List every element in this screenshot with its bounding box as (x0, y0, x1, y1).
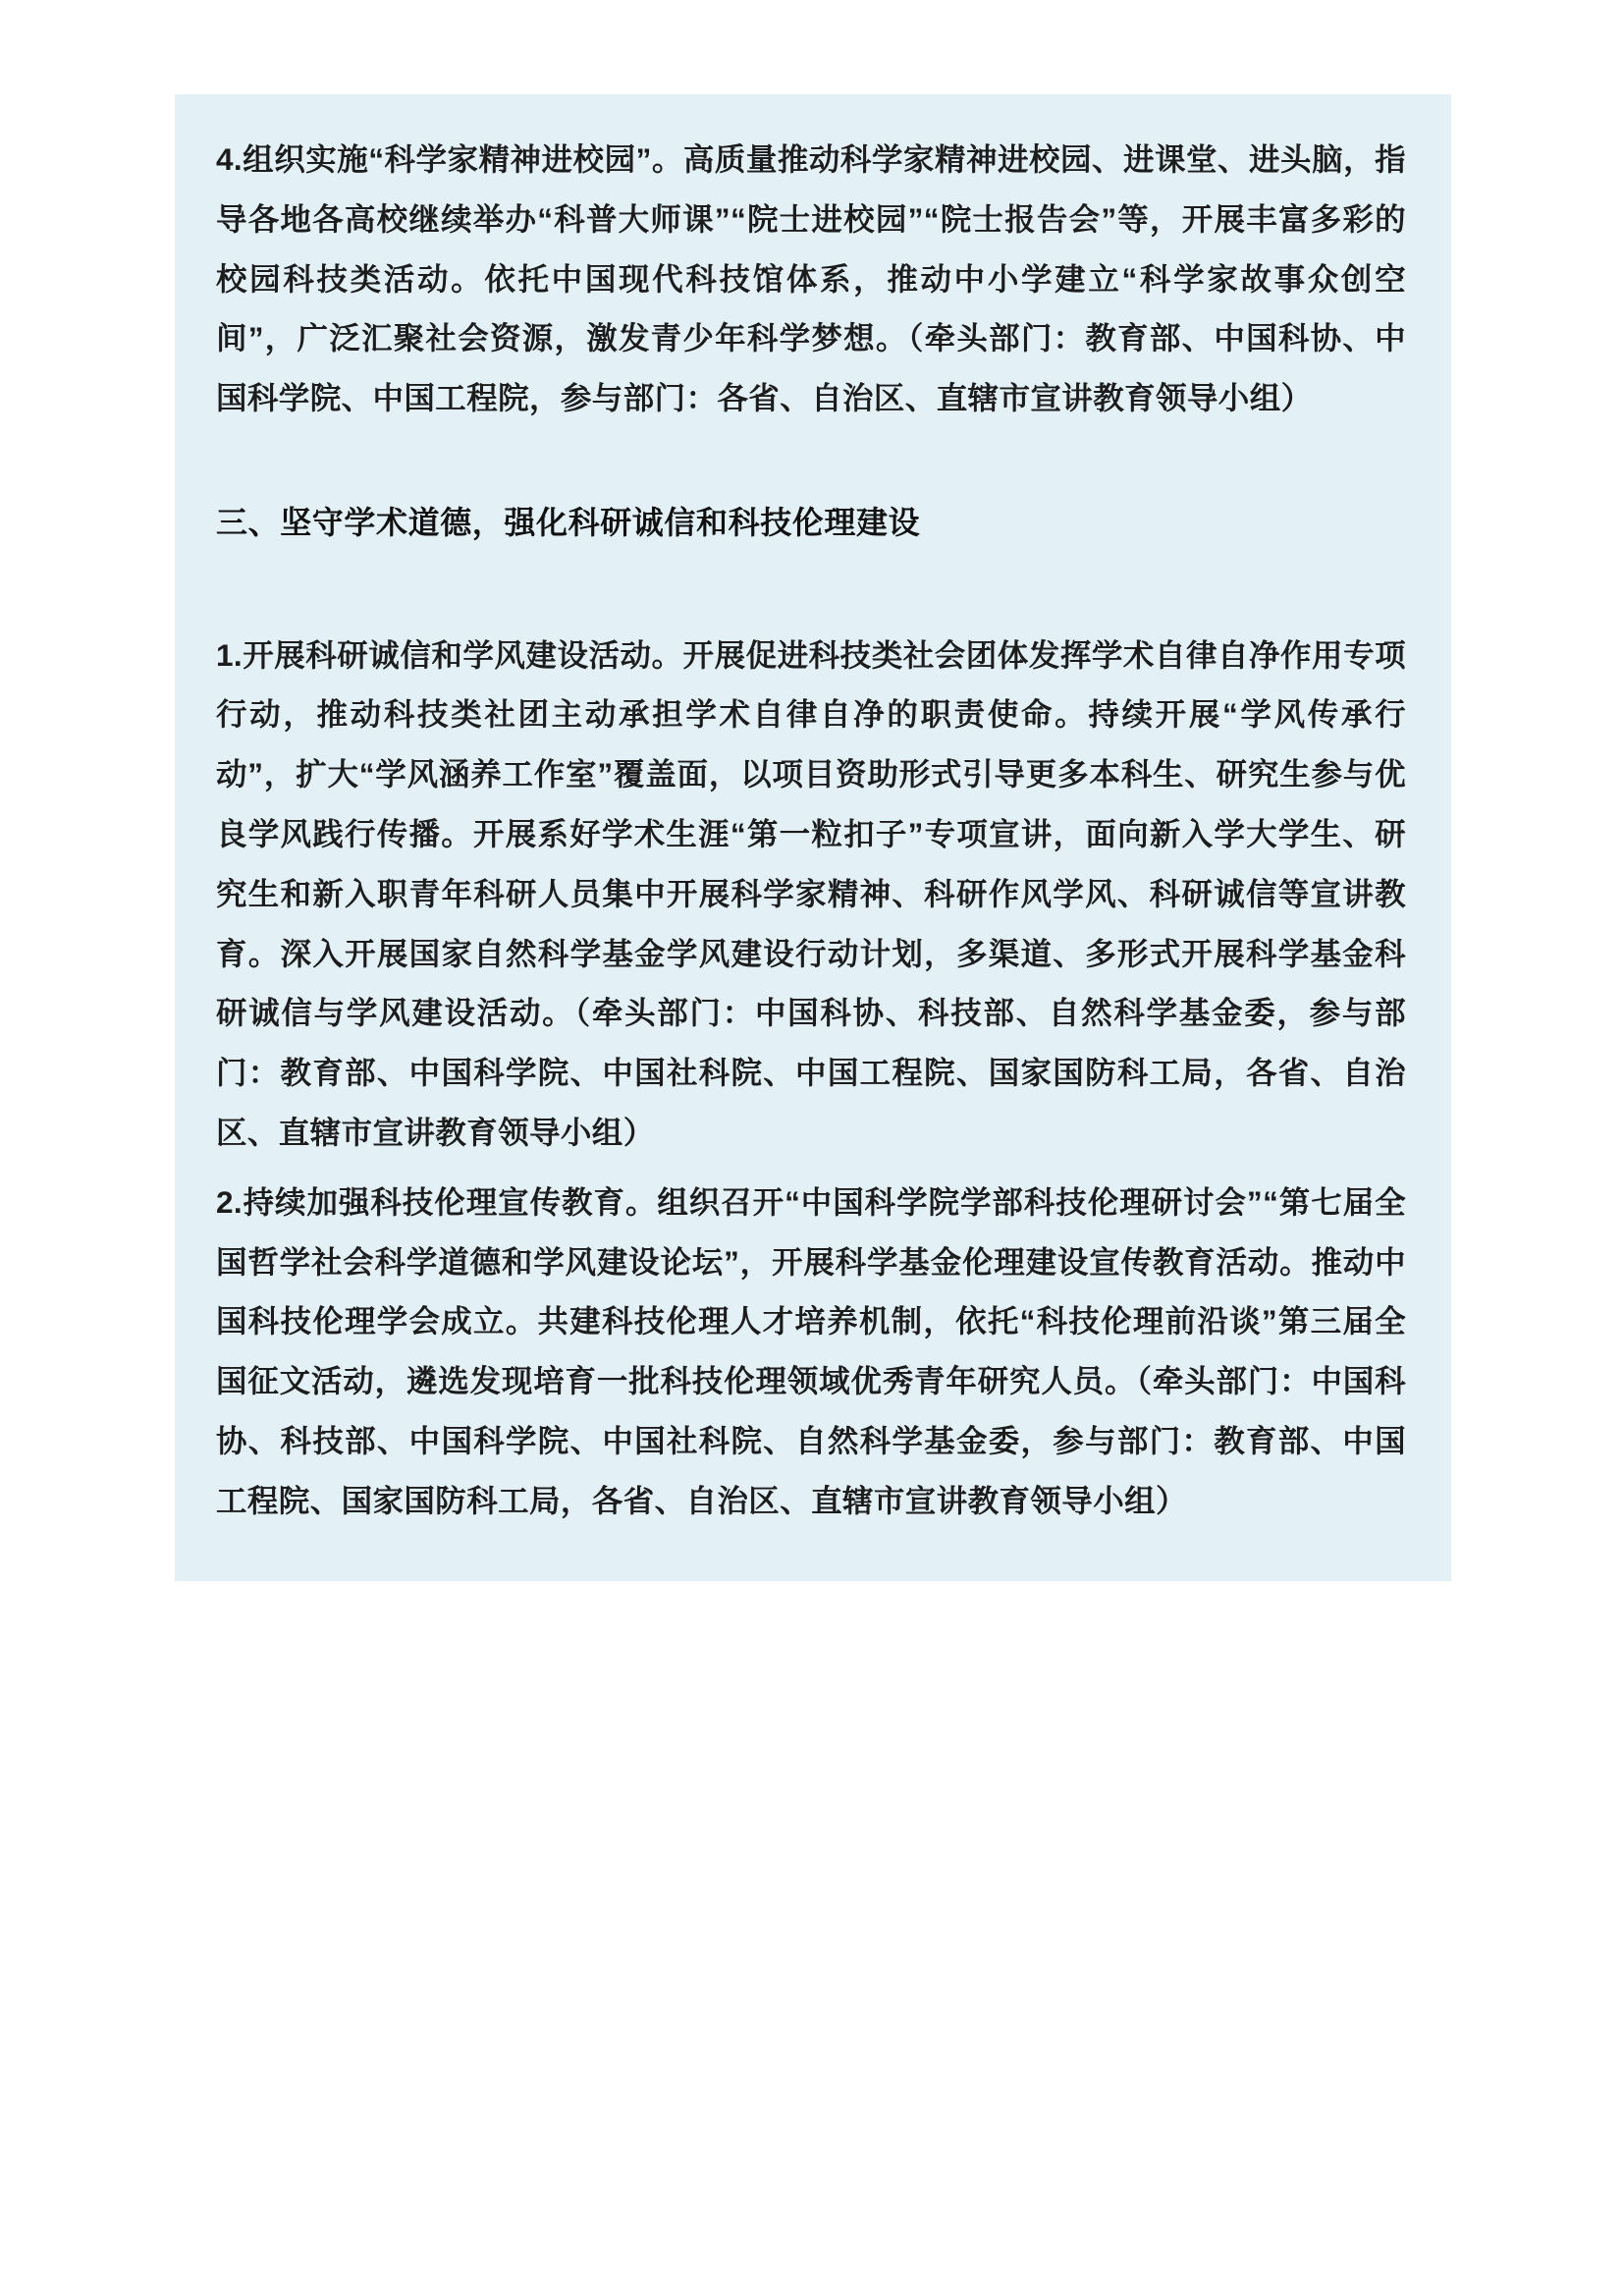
paragraph-item-3-2: 2.持续加强科技伦理宣传教育。组织召开“中国科学院学部科技伦理研讨会”“第七届全国哲学社会科学道德和学风建设论坛”，开展科学基金伦理建设宣传教育活动。推动中国科技伦理学会成立。共建科技伦理人才培养机制，依托“科技伦理前沿谈”第三届全国征文活动，遴选发现培育一批科技伦理领域优秀青年研究人员。（牵头部门：中国科协、科技部、中国科学院、中国社科院、自然科学基金委，参与部门：教育部、中国工程院、国家国防科工局，各省、自治区、直辖市宣讲教育领导小组） (216, 1183, 1406, 1518)
paragraph-item-4: 4.组织实施“科学家精神进校园”。高质量推动科学家精神进校园、进课堂、进头脑，指导各地各高校继续举办“科普大师课”“院士进校园”“院士报告会”等，开展丰富多彩的校园科技类活动。依托中国现代科技馆体系，推动中小学建立“科学家故事众创空间”，广泛汇聚社会资源，激发青少年科学梦想。（牵头部门：教育部、中国科协、中国科学院、中国工程院，参与部门：各省、自治区、直辖市宣讲教育领导小组） (216, 141, 1406, 416)
article-content-panel (175, 94, 1451, 1581)
section-heading-three: 三、坚守学术道德，强化科研诚信和科技伦理建设 (216, 504, 921, 540)
paragraph-item-3-1: 1.开展科研诚信和学风建设活动。开展促进科技类社会团体发挥学术自律自净作用专项行动，推动科技类社团主动承担学术自律自净的职责使命。持续开展“学风传承行动”，扩大“学风涵养工作室”覆盖面，以项目资助形式引导更多本科生、研究生参与优良学风践行传播。开展系好学术生涯“第一粒扣子”专项宣讲，面向新入学大学生、研究生和新入职青年科研人员集中开展科学家精神、科研作风学风、科研诚信等宣讲教育。深入开展国家自然科学基金学风建设行动计划，多渠道、多形式开展科学基金科研诚信与学风建设活动。（牵头部门：中国科协、科技部、自然科学基金委，参与部门：教育部、中国科学院、中国社科院、中国工程院、国家国防科工局，各省、自治区、直辖市宣讲教育领导小组） (216, 636, 1406, 1150)
document-body (216, 130, 1406, 1530)
